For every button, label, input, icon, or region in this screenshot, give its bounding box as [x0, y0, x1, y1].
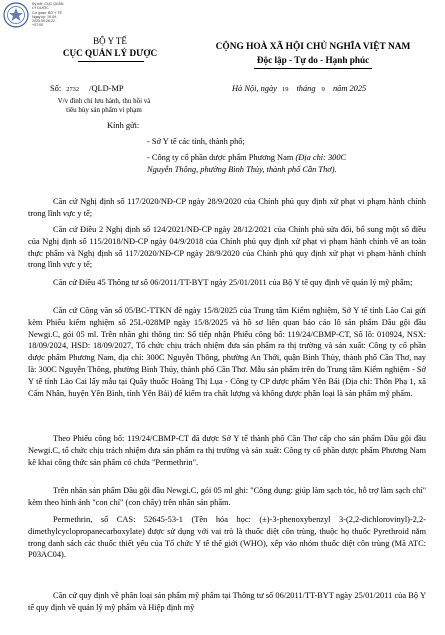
ministry-name: BỘ Y TẾ — [93, 36, 127, 46]
place-date — [232, 84, 366, 93]
stamp-line: Ký bởi: CỤC QUẢN — [32, 2, 64, 6]
recipient-2-name: - Công ty cổ phần dược phẩm Phương Nam — [147, 153, 294, 162]
date-month: 9 — [321, 86, 325, 93]
kinh-gui-label: Kính gửi: — [107, 121, 140, 130]
paragraph-7: Permethrin, số CAS: 52645-53-1 (Tên hóa học: (±)-3-phenoxybenzyl 3-(2,2-dichlorovinyl)-2,2-dimethylcyclopropanecarboxylate) được sử dụng với vai trò là thuốc diệt côn trùng, thuộc họ thuốc Pyrethroid nằm trong danh sách các thuốc thiết yếu của Tổ chức Y tế thế giới (WHO), xếp vào nhóm thuốc diệt côn trùng (Mã ATC: P03AC04). — [28, 515, 426, 560]
subject-line-2: tiêu hủy sản phẩm vi phạm — [66, 106, 142, 115]
stamp-line: 2025 09:26:22 — [32, 19, 55, 24]
stamp-line: +07:00 — [32, 23, 44, 28]
paragraph-5: Theo Phiếu công bố: 119/24/CBMP-CT đã được Sở Y tế thành phố Cần Thơ cấp cho sản phẩm Dầu gội đầu Newgi.C, tổ chức chịu trách nhiệm đưa sản phẩm ra thị trường và sản xuất: Công ty cổ phần dược phẩm Phương Nam kê khai công thức sản phẩm có chứa "Permethrin". — [28, 434, 426, 467]
national-title: CỘNG HOÀ XÃ HỘI CHỦ NGHĨA VIỆT NAM — [215, 42, 411, 52]
stamp-line: Cơ quan: BỘ Y TẾ — [32, 10, 62, 15]
paragraph-6: Trên nhãn sản phẩm Dầu gội đầu Newgi.C, gói 05 ml ghi: "Công dụng: giúp làm sạch tóc, hỗ trợ làm sạch chí" kèm theo hình ảnh "con chí" (con chấy) trên nhãn sản phẩm. — [28, 486, 426, 507]
motto-underline — [254, 68, 372, 69]
signature-stamp — [3, 2, 77, 36]
subject-line-1: V/v đình chỉ lưu hành, thu hồi và — [57, 97, 151, 105]
department-name: CỤC QUẢN LÝ DƯỢC — [62, 48, 158, 58]
place-date-prefix: Hà Nội, ngày — [232, 84, 277, 93]
recipient-2-address-a: (Địa chỉ: 300C — [295, 153, 347, 162]
stamp-line: LÝ DƯỢC — [32, 6, 49, 11]
recipient-1: - Sở Y tế các tỉnh, thành phố; — [147, 137, 245, 146]
stamp-line: Ngày ký: 19-09- — [32, 14, 58, 19]
seal-icon — [3, 2, 29, 28]
paragraph-1: Căn cứ Nghị định số 117/2020/NĐ-CP ngày 28/9/2020 của Chính phủ quy định xử phạt vi phạm hành chính trong lĩnh vực y tế; — [28, 197, 426, 218]
paragraph-2: Căn cứ Điều 2 Nghị định số 124/2021/NĐ-CP ngày 28/12/2021 của Chính phủ sửa đổi, bổ sung một số điều của Nghị định số 115/2018/NĐ-CP ngày 04/9/2018 của Chính phủ quy định xử phạt vi phạm hành chính về an toàn thực phẩm và Nghị định số 117/2020/NĐ-CP ngày 28/9/2020 của Chính phủ quy định xử phạt vi phạm hành chính trong lĩnh vực y tế; — [28, 225, 426, 270]
recipient-2 — [147, 153, 346, 162]
paragraph-8: Căn cứ quy định về phân loại sản phẩm mỹ phẩm tại Thông tư số 06/2011/TT-BYT ngày 25/01/2011 của Bộ Y tế quy định về quản lý mỹ phẩm và Hiệp định mỹ — [28, 591, 426, 612]
paragraph-3: Căn cứ Điều 45 Thông tư số 06/2011/TT-BYT ngày 25/01/2011 của Bộ Y tế quy định về quản lý mỹ phẩm; — [53, 278, 413, 287]
number-prefix: Số: — [50, 84, 62, 93]
national-motto: Độc lập - Tự do - Hạnh phúc — [256, 55, 370, 65]
number-value: 2732 — [66, 86, 80, 93]
date-year: năm 2025 — [332, 84, 367, 93]
document-number — [50, 84, 124, 93]
date-month-label: tháng — [296, 84, 316, 93]
date-day: 19 — [282, 86, 289, 93]
number-suffix: /QLD-MP — [89, 84, 124, 93]
recipient-2-address-b: Nguyễn Thông, phường Bình Thủy, thành phố Cần Thơ). — [147, 165, 337, 174]
subject-line — [24, 97, 184, 115]
paragraph-4: Căn cứ Công văn số 05/BC-TTKN đề ngày 15/8/2025 của Trung tâm Kiểm nghiệm, Sở Y tế tỉnh Lào Cai gửi kèm Phiếu kiểm nghiệm số 25L-028MP ngày 15/8/2025 và hồ sơ liên quan báo cáo lô sản phẩm Dầu gội đầu Newgi.C, gói 05 ml. Trên nhãn ghi thông tin: Số tiếp nhận Phiếu công bố: 119/24/CBMP-CT, Số lô: 010924, NSX: 18/09/2024, HSD: 18/09/2027, Tổ chức chịu trách nhiệm đưa sản phẩm ra thị trường và sản xuất: Công ty cổ phần dược phẩm Phương Nam, địa chỉ: 300C Nguyễn Thông, phường An Thới, quận Bình Thủy, thành phố Cần Thơ, nay là: 300C Nguyễn Thông, phường Bình Thủy, thành phố Cần Thơ. Mẫu sản phẩm trên do Trung tâm Kiểm nghiệm - Sở Y tế tỉnh Lào Cai lấy mẫu tại Quầy thuốc Hoàng Thị Lụa - Công ty CP dược phẩm Yên Bái (Địa chỉ: Thôn Phạ 1, xã Cẩm Nhân, huyện Yên Bình, tỉnh Yên Bái) để kiểm tra chất lượng và không được phân loại là sản phẩm mỹ phẩm. — [28, 306, 426, 398]
department-underline — [78, 61, 144, 62]
